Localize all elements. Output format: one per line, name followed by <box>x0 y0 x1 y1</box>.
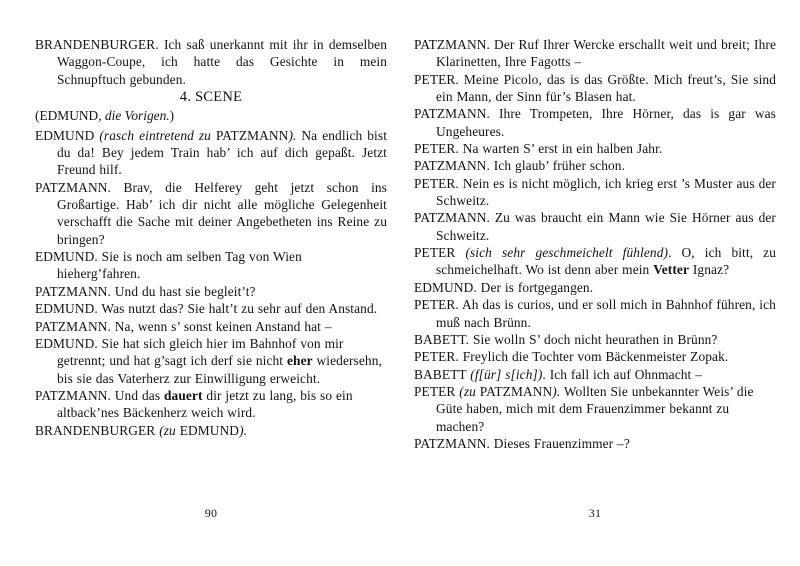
stage-character-name: PATZMANN <box>215 127 289 143</box>
speaker-name: PETER. <box>414 71 459 87</box>
speech-text-part-a: Sie hat sich gleich hier im Bahnhof von mir getrennt; und hat g’sagt ich derf sie nicht <box>57 335 344 369</box>
speech-text: Der is fortgegangen. <box>476 279 594 295</box>
speech-edmund-r1 <box>414 279 776 296</box>
speech-text: Brav, die Helferey geht jetzt schon ins Großartige. Hab’ ich dir nicht alle mögliche Gelegenheit verschafft die Sache mit deiner Angebetheten ins Reine zu bringen? <box>57 179 387 247</box>
speaker-name: BRANDENBURGER <box>35 422 160 438</box>
stage-character-name: PATZMANN <box>479 383 553 399</box>
speech-brandenburger-1 <box>35 36 387 88</box>
speaker-name: BABETT <box>414 366 471 382</box>
speech-text-part-b: Ignaz? <box>689 262 730 278</box>
speaker-name: PATZMANN. <box>414 106 490 122</box>
scene-persons-open: (EDMUND, <box>35 108 105 124</box>
speaker-name: EDMUND. <box>414 279 477 295</box>
speech-edmund-2 <box>35 248 387 283</box>
speech-text: Was nutzt das? Sie halt’t zu sehr auf den Anstand. <box>97 301 378 317</box>
speech-patzmann-r3 <box>414 157 776 174</box>
speech-peter-r7 <box>414 383 776 435</box>
stage-close: . <box>542 366 546 382</box>
emphasized-word: eher <box>286 353 313 369</box>
speech-edmund-3 <box>35 300 387 317</box>
speaker-name: PETER. <box>414 175 459 191</box>
speech-text: Wollten Sie unbekannter Weis’ die Güte haben, mich mit dem Frauenzimmer bekannt zu machen? <box>436 383 754 434</box>
speech-text: Na warten S’ erst in ein halben Jahr. <box>458 141 663 157</box>
speech-edmund-4 <box>35 335 387 387</box>
speech-patzmann-4 <box>35 387 387 422</box>
speech-text: Ich fall ich auf Ohnmacht – <box>545 366 703 382</box>
speech-text-part-a: O, ich bitt, zu schmeichelhaft. Wo ist denn aber mein <box>436 245 777 278</box>
emphasized-word: dauert <box>164 387 203 403</box>
speech-text: Sie wolln S’ doch nicht heurathen in Brünn? <box>469 331 718 347</box>
speaker-name: PATZMANN. <box>35 387 111 403</box>
scene-persons-line <box>35 107 387 124</box>
speech-patzmann-2 <box>35 283 387 300</box>
speech-peter-r3 <box>414 175 776 210</box>
stage-direction <box>99 128 296 143</box>
right-text-column <box>414 36 776 452</box>
stage-open: (zu <box>159 422 180 438</box>
speech-peter-r1 <box>414 71 776 106</box>
stage-open: (zu <box>459 383 480 399</box>
speaker-name: PATZMANN. <box>35 318 111 334</box>
stage-character-name: EDMUND <box>179 422 240 438</box>
speech-patzmann-3 <box>35 318 387 335</box>
speaker-name: PATZMANN. <box>35 283 111 299</box>
speech-patzmann-r1 <box>414 36 776 71</box>
speech-edmund-1 <box>35 127 387 179</box>
stage-open: (f[ür] s[ich]) <box>470 366 543 382</box>
speech-text: Meine Picolo, das is das Größte. Mich freut’s, Sie sind ein Mann, der Sinn für’s Blasen hat. <box>436 71 776 105</box>
speaker-name: EDMUND <box>35 127 100 143</box>
speaker-name: PATZMANN. <box>414 210 490 226</box>
stage-direction <box>159 423 247 438</box>
speaker-name: PETER. <box>414 297 459 313</box>
speech-text: Dieses Frauenzimmer –? <box>489 435 630 451</box>
speech-text: Der Ruf Ihrer Wercke erschallt weit und breit; Ihre Klarinetten, Ihre Fagotts – <box>436 37 776 70</box>
speech-text: Ich saß unerkannt mit ihr in demselben Waggon-Coupe, ich hatte das Gesichte in mein Schnupftuch gebunden. <box>57 37 387 87</box>
scene-persons-close: ) <box>169 108 175 124</box>
speech-patzmann-1 <box>35 179 387 248</box>
speaker-name: PETER. <box>414 141 459 157</box>
left-text-column <box>35 36 387 439</box>
speaker-name: PATZMANN. <box>414 435 490 451</box>
speech-text: Nein es is nicht möglich, ich krieg erst ’s Muster aus der Schweitz. <box>436 175 776 209</box>
speech-text-part-a: Und das <box>110 387 164 403</box>
speech-text: Na endlich bist du da! Bey jedem Train hab’ ich auf dich gepaßt. Jetzt Freund hilf. <box>57 127 388 178</box>
stage-close: ). <box>288 127 297 143</box>
speaker-name: PATZMANN. <box>414 37 490 52</box>
speaker-name: PETER <box>414 383 460 399</box>
stage-open: (sich sehr geschmeichelt fühlend) <box>465 245 669 261</box>
speech-text: Zu was braucht ein Mann wie Sie Hörner aus der Schweitz. <box>436 210 776 243</box>
speech-text: Und du hast sie begleit’t? <box>110 283 256 299</box>
stage-close: ). <box>552 383 561 399</box>
speech-peter-r6 <box>414 348 776 365</box>
speech-text: Ich glaub’ früher schon. <box>489 158 626 174</box>
speech-patzmann-r2 <box>414 105 776 140</box>
speech-text: Ihre Trompeten, Ihre Hörner, das is gar was Ungeheures. <box>436 106 776 139</box>
speech-text-part-b: wiedersehn, bis sie das Vaterherz zur Einwilligung erweicht. <box>57 353 382 386</box>
scene-persons-italic: die Vorigen. <box>104 108 170 124</box>
speech-patzmann-r4 <box>414 209 776 244</box>
speaker-name: BABETT. <box>414 331 470 347</box>
speaker-name: EDMUND. <box>35 335 98 351</box>
speaker-name: BRANDENBURGER. <box>35 37 159 52</box>
speaker-name: PETER. <box>414 349 459 365</box>
stage-open: (rasch eintretend zu <box>99 127 216 143</box>
speech-babett-r1 <box>414 331 776 348</box>
stage-direction <box>459 384 560 399</box>
speech-text: Sie is noch am selben Tag von Wien hieherg’fahren. <box>57 249 302 282</box>
speech-peter-r5 <box>414 296 776 331</box>
speech-brandenburger-2 <box>35 422 387 439</box>
speech-peter-r4 <box>414 244 776 279</box>
speech-text-part-b: dir jetzt zu lang, bis so ein altback’nes Bäckenherz weich wird. <box>57 387 353 421</box>
speech-text: Freylich die Tochter vom Bäckenmeister Zopak. <box>458 349 729 365</box>
speech-text: Na, wenn s’ sonst keinen Anstand hat – <box>110 318 332 334</box>
speech-text: Ah das is curios, und er soll mich in Bahnhof führen, ich muß nach Brünn. <box>436 297 776 330</box>
speech-peter-r2 <box>414 140 776 157</box>
speech-babett-r2 <box>414 366 776 383</box>
speaker-name: PATZMANN. <box>35 179 111 195</box>
speech-patzmann-r5 <box>414 435 776 452</box>
stage-direction <box>470 367 542 382</box>
speaker-name: PATZMANN. <box>414 158 490 174</box>
scene-heading: 4. SCENE <box>179 89 243 106</box>
speaker-name: EDMUND. <box>35 249 98 265</box>
page-number-left: 90 <box>204 506 218 520</box>
speaker-name: PETER <box>414 245 466 261</box>
page-number-right: 31 <box>588 506 602 520</box>
stage-close: . <box>668 245 672 261</box>
emphasized-word: Vetter <box>653 262 689 278</box>
stage-direction <box>465 245 668 260</box>
speaker-name: EDMUND. <box>35 301 98 317</box>
stage-close: ). <box>239 422 248 438</box>
